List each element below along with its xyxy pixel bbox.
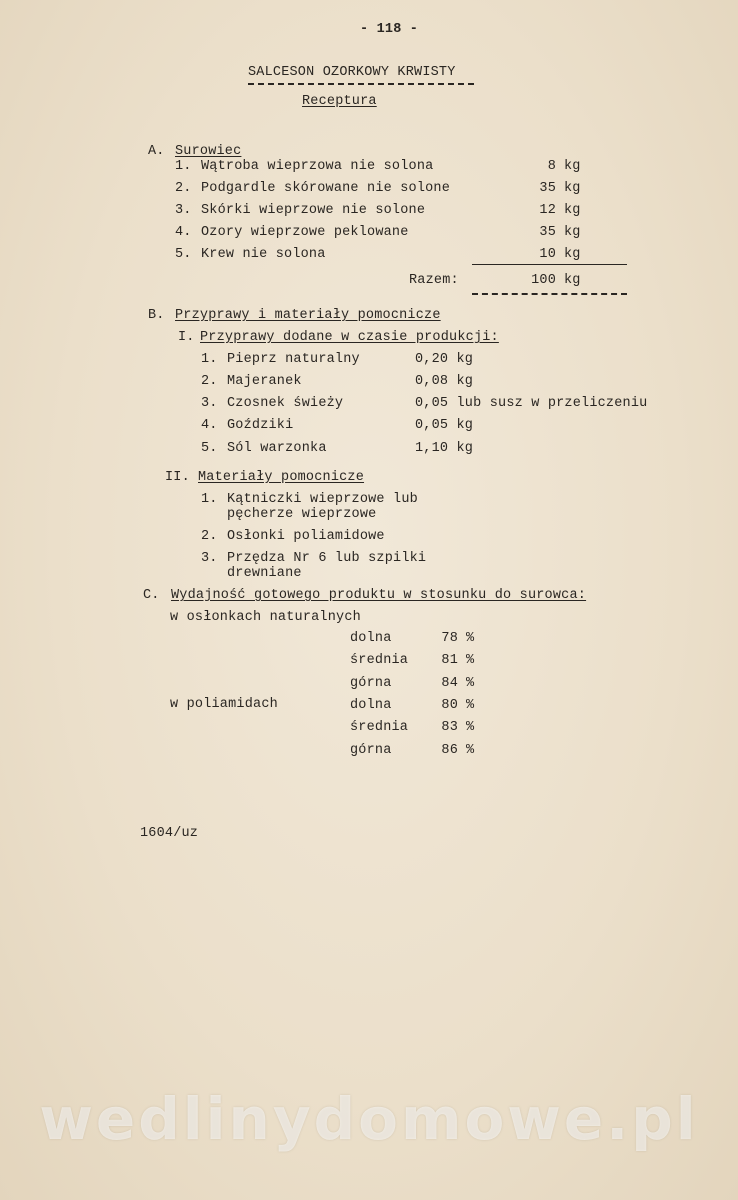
list-item-number: 2. [201,529,218,544]
yield-value: 84 [441,676,458,691]
list-item-qty: 8 [547,159,556,174]
document-title: SALCESON OZORKOWY KRWISTY [248,65,456,80]
yield-unit: % [466,743,475,758]
list-item-number: 4. [201,418,218,433]
yield-level: średnia [350,653,409,668]
yield-value: 78 [441,631,458,646]
yield-unit: % [466,653,475,668]
list-item-value: 0,08 kg [415,374,474,389]
list-item-name: Goździki [227,418,294,433]
list-item-qty: 10 [539,247,556,262]
list-item-value: 1,10 kg [415,441,474,456]
list-item-line: Kątniczki wieprzowe lub [227,492,418,507]
subsection-2-label: II. [165,470,190,485]
list-item-number: 4. [175,225,192,240]
list-item-name: Podgardle skórowane nie solone [201,181,451,196]
list-item-value: 0,20 kg [415,352,474,367]
list-item-name: Sól warzonka [227,441,327,456]
section-a-label: A. [148,144,165,159]
page-number: - 118 - [360,22,419,37]
list-item-number: 1. [201,492,218,507]
total-unit: kg [564,273,581,288]
yield-group-polyamide-label: w poliamidach [170,697,278,712]
list-item-line: Osłonki poliamidowe [227,529,385,544]
list-item-value: 0,05 kg [415,418,474,433]
yield-unit: % [466,720,475,735]
list-item-name: Skórki wieprzowe nie solone [201,203,426,218]
yield-value: 80 [441,698,458,713]
list-item-line: drewniane [227,566,302,581]
list-item-unit: kg [564,159,581,174]
total-qty: 100 [531,273,556,288]
list-item-unit: kg [564,203,581,218]
list-item-name: Majeranek [227,374,302,389]
yield-level: średnia [350,720,409,735]
yield-unit: % [466,698,475,713]
list-item-name: Wątroba wieprzowa nie solona [201,159,434,174]
list-item-number: 5. [201,441,218,456]
yield-level: dolna [350,631,392,646]
subsection-2-heading: Materiały pomocnicze [198,470,365,485]
list-item-number: 2. [201,374,218,389]
list-item-name: Ozory wieprzowe peklowane [201,225,409,240]
yield-group-natural-label: w osłonkach naturalnych [170,610,361,625]
footer-code: 1604/uz [140,826,199,841]
list-item-number: 1. [201,352,218,367]
yield-level: górna [350,743,392,758]
yield-unit: % [466,631,475,646]
list-item-unit: kg [564,247,581,262]
list-item-qty: 12 [539,203,556,218]
section-b-label: B. [148,308,165,323]
watermark: wedlinydomowe.pl [39,1085,699,1153]
list-item-name: Pieprz naturalny [227,352,360,367]
list-item-number: 3. [201,551,218,566]
list-item-number: 1. [175,159,192,174]
total-label: Razem: [409,273,459,288]
list-item-name: Czosnek świeży [227,396,344,411]
list-item-unit: kg [564,181,581,196]
list-item-number: 3. [175,203,192,218]
subsection-1-label: I. [178,330,195,345]
section-b-heading: Przyprawy i materiały pomocnicze [175,308,441,323]
list-item-number: 5. [175,247,192,262]
yield-value: 86 [441,743,458,758]
list-item-line: Przędza Nr 6 lub szpilki [227,551,427,566]
total-double-rule [472,293,627,295]
list-item-unit: kg [564,225,581,240]
list-item-number: 3. [201,396,218,411]
list-item-name: Krew nie solona [201,247,326,262]
title-underline [248,83,474,85]
yield-value: 81 [441,653,458,668]
list-item-qty: 35 [539,181,556,196]
document-subtitle: Receptura [302,94,377,109]
list-item-number: 2. [175,181,192,196]
list-item-line: pęcherze wieprzowe [227,507,377,522]
yield-unit: % [466,676,475,691]
yield-value: 83 [441,720,458,735]
list-item-qty: 35 [539,225,556,240]
yield-level: dolna [350,698,392,713]
list-item-value: 0,05 lub susz w przeliczeniu [415,396,648,411]
yield-level: górna [350,676,392,691]
sum-rule [472,264,627,265]
section-a-heading: Surowiec [175,144,242,159]
section-c-label: C. [143,588,160,603]
subsection-1-heading: Przyprawy dodane w czasie produkcji: [200,330,499,345]
section-c-heading: Wydajność gotowego produktu w stosunku do surowca: [171,588,587,603]
